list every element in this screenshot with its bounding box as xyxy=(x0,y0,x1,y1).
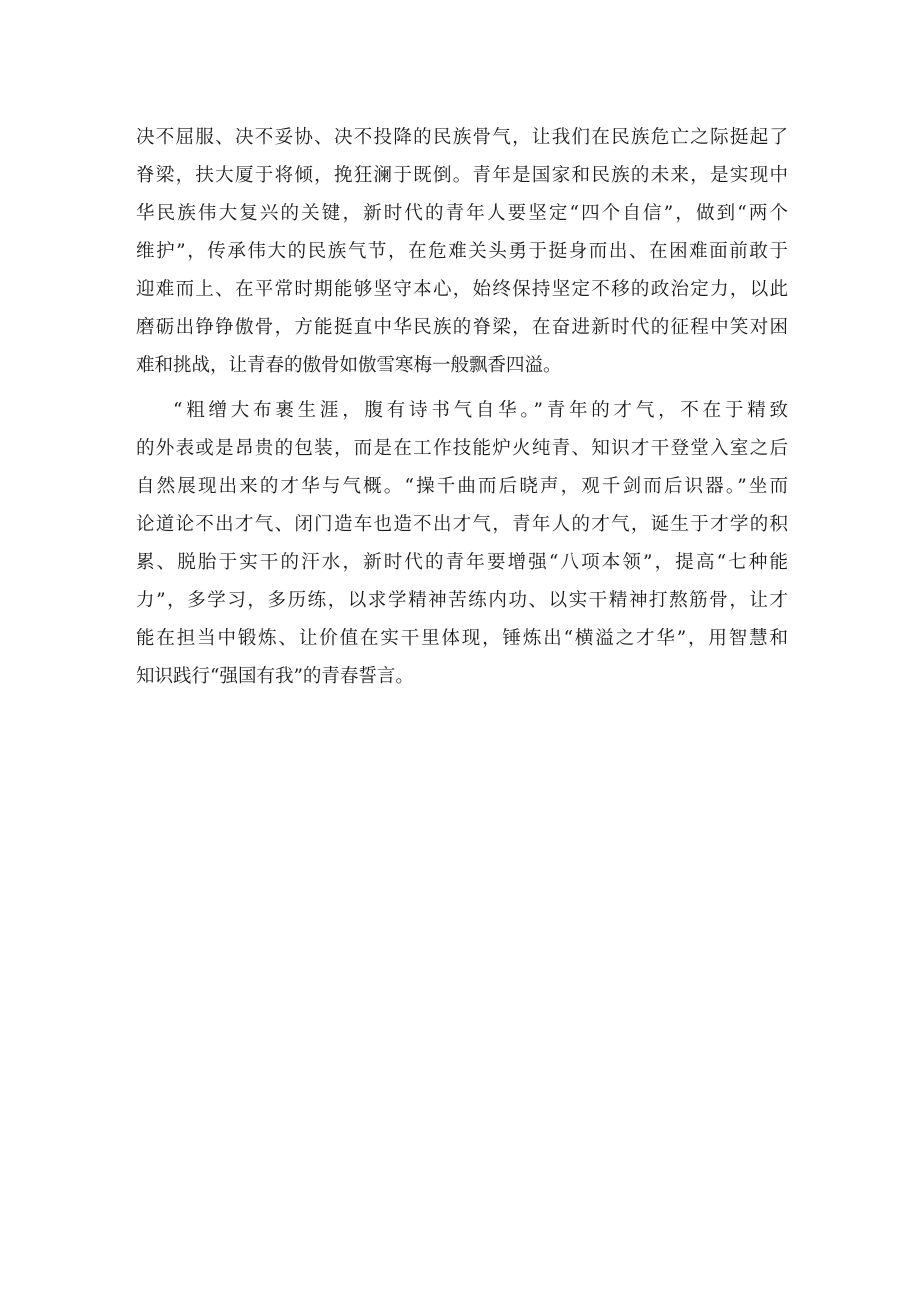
text-line: “粗缯大布裹生涯，腹有诗书气自华。”青年的才气，不在于精致 xyxy=(173,400,788,421)
paragraph-2 xyxy=(136,392,788,696)
text-line: 华民族伟大复兴的关键，新时代的青年人要坚定“四个自信”，做到“两个 xyxy=(136,203,788,224)
text-line: 累、脱胎于实干的汗水，新时代的青年要增强“八项本领”，提高“七种能 xyxy=(136,552,788,573)
text-line: 自然展现出来的才华与气概。“操千曲而后晓声，观千剑而后识器。”坐而 xyxy=(136,476,788,497)
text-line: 脊梁，扶大厦于将倾，挽狂澜于既倒。青年是国家和民族的未来，是实现中 xyxy=(136,165,788,186)
text-line: 知识践行“强国有我”的青春誓言。 xyxy=(136,666,414,687)
text-line: 能在担当中锻炼、让价值在实干里体现，锤炼出“横溢之才华”，用智慧和 xyxy=(136,628,788,649)
text-line: 磨砺出铮铮傲骨，方能挺直中华民族的脊梁，在奋进新时代的征程中笑对困 xyxy=(136,317,788,338)
text-line: 决不屈服、决不妥协、决不投降的民族骨气，让我们在民族危亡之际挺起了 xyxy=(136,127,788,148)
paragraph-spacer xyxy=(136,385,788,392)
text-line: 迎难而上、在平常时期能够坚守本心，始终保持坚定不移的政治定力，以此 xyxy=(136,279,788,300)
text-line: 维护”，传承伟大的民族气节，在危难关头勇于挺身而出、在困难面前敢于 xyxy=(136,241,788,262)
body-text xyxy=(136,119,788,696)
text-line: 的外表或是昂贵的包装，而是在工作技能炉火纯青、知识才干登堂入室之后 xyxy=(136,438,788,459)
text-line: 论道论不出才气、闭门造车也造不出才气，青年人的才气，诞生于才学的积 xyxy=(136,514,788,535)
paragraph-1 xyxy=(136,119,788,385)
text-line: 难和挑战，让青春的傲骨如傲雪寒梅一般飘香四溢。 xyxy=(136,355,562,376)
text-line: 力”，多学习，多历练，以求学精神苦练内功、以实干精神打熬筋骨，让才 xyxy=(136,590,788,611)
